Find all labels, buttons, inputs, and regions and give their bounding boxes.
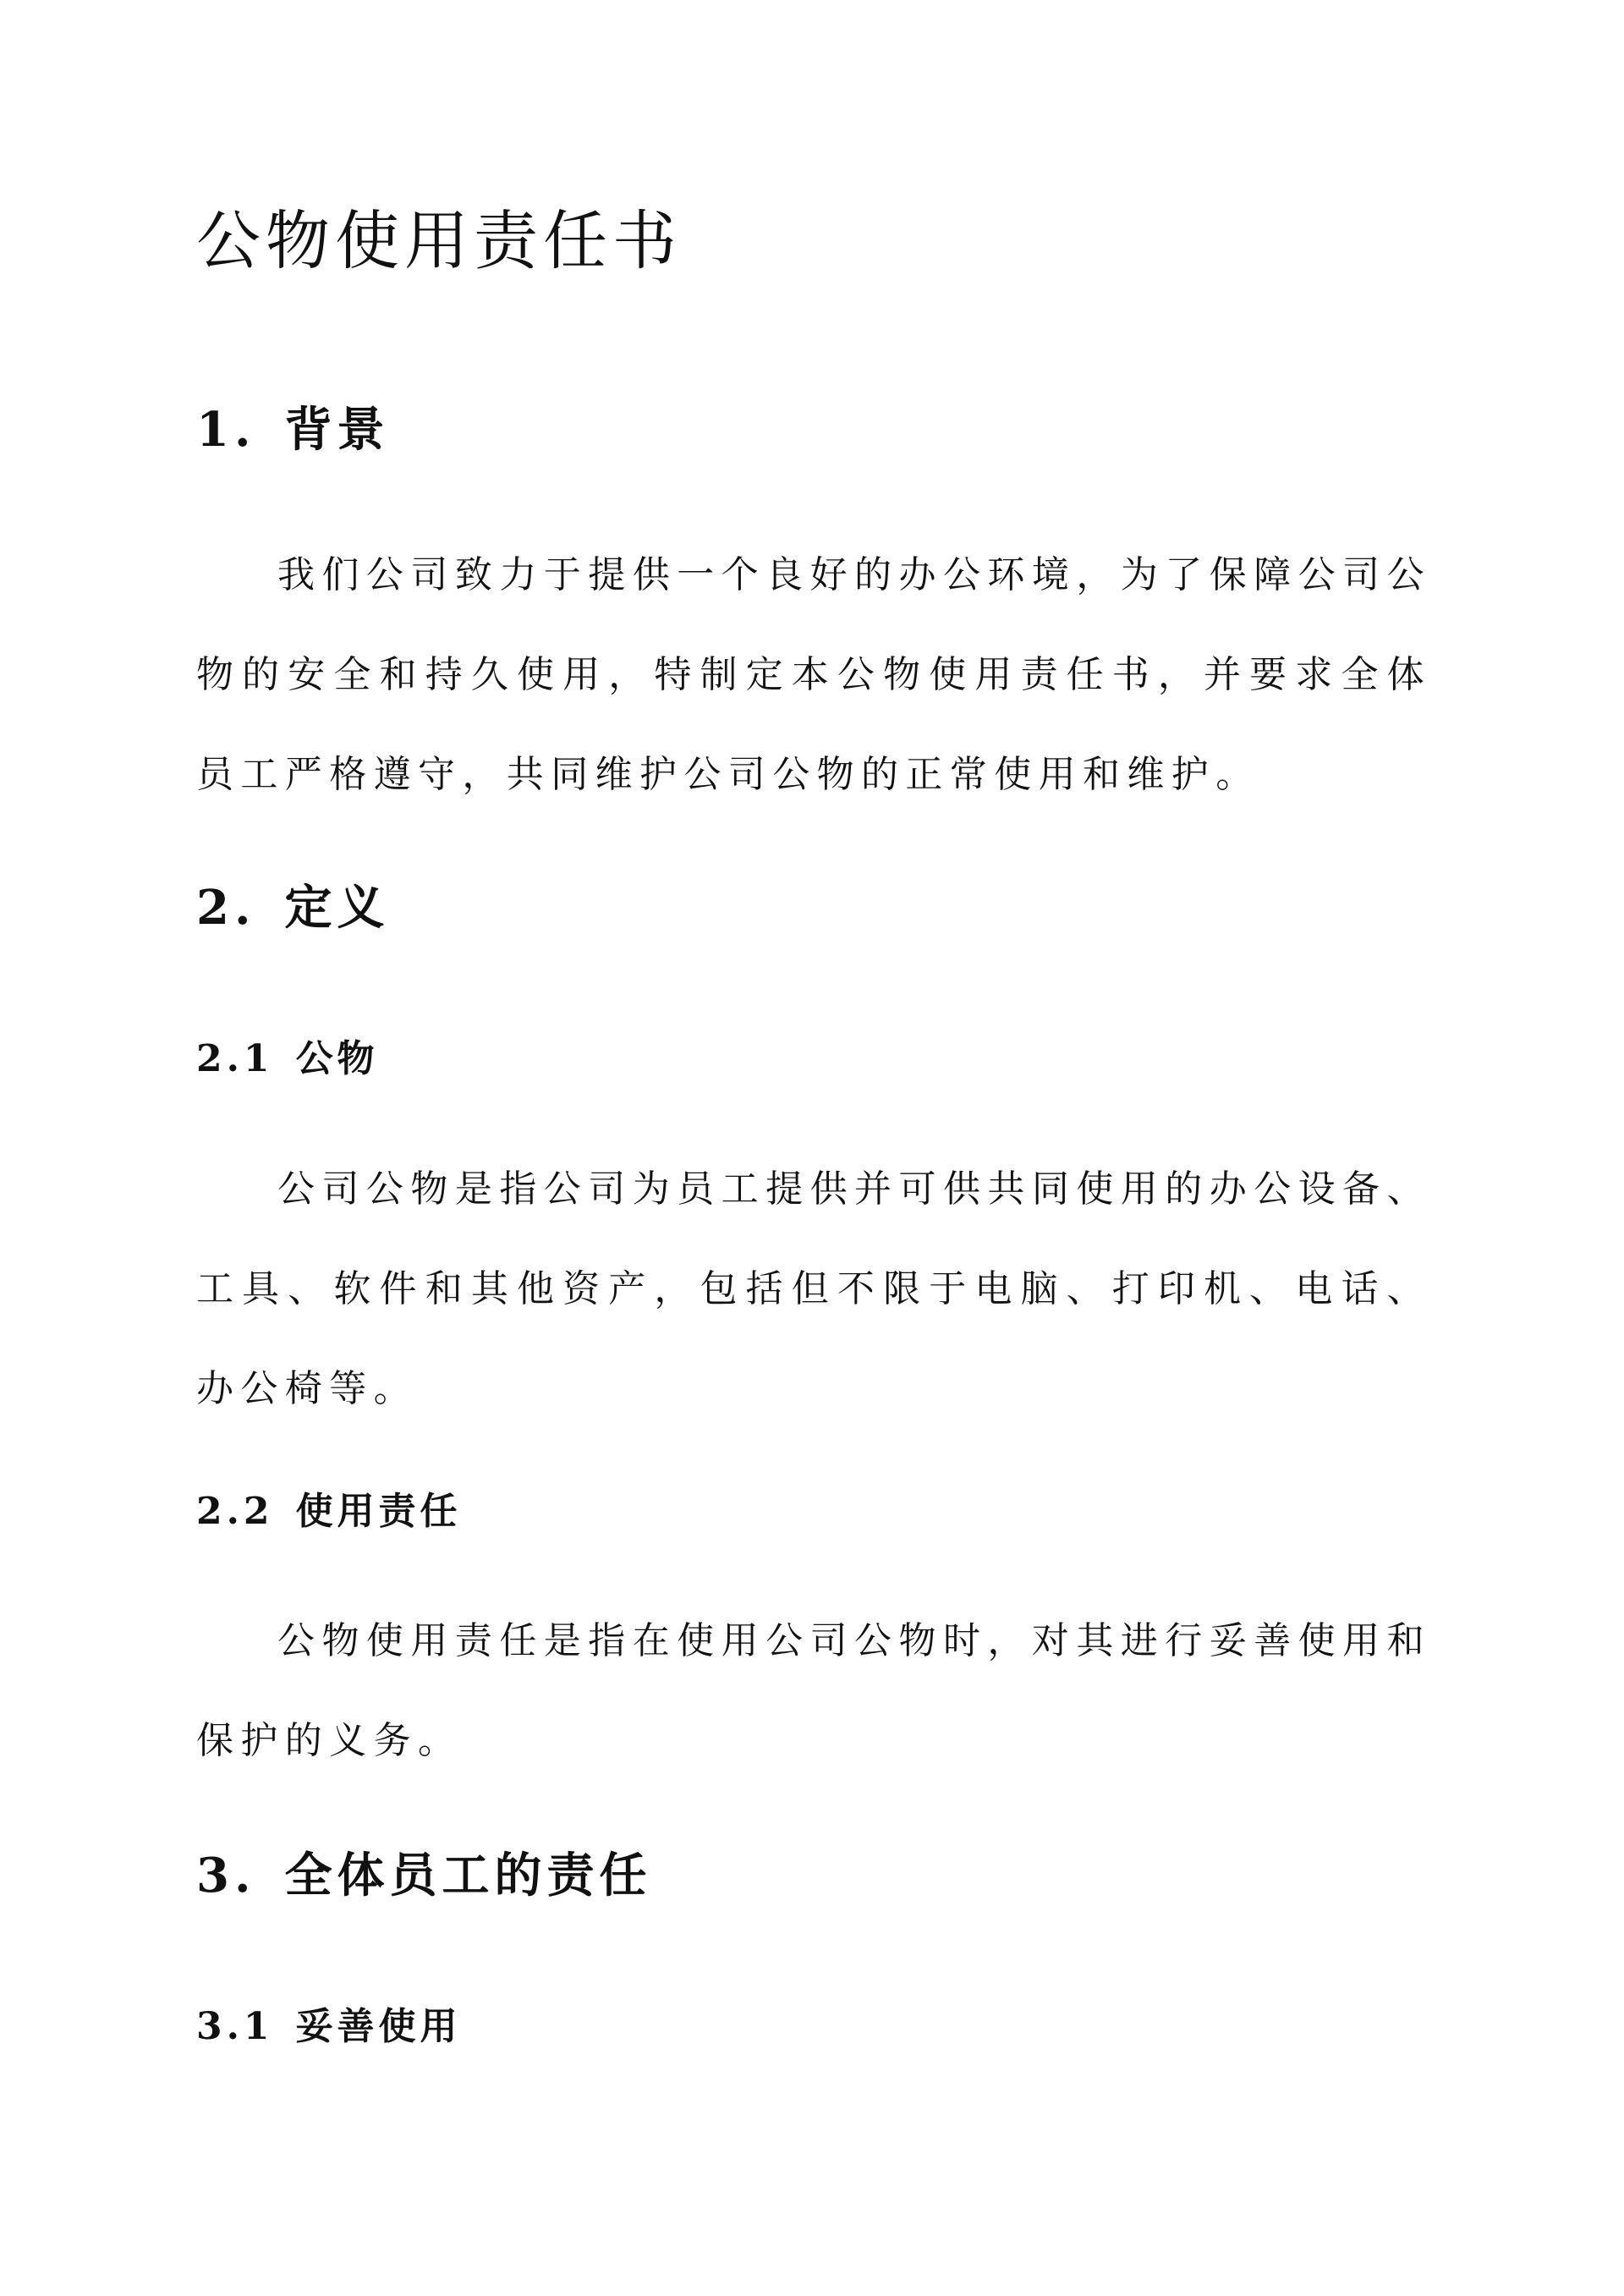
section-title: 背景	[284, 402, 390, 458]
subsection-title: 妥善使用	[295, 2005, 462, 2048]
section-heading-background	[196, 396, 389, 464]
subsection-heading-public-property	[196, 1034, 379, 1085]
section-title: 定义	[284, 880, 390, 936]
subsection-title: 使用责任	[295, 1490, 462, 1533]
subsection-number: 3.1	[196, 2005, 274, 2048]
section-number: 2.	[196, 880, 256, 936]
section-heading-employee-responsibility	[196, 1842, 651, 1909]
section-title: 全体员工的责任	[284, 1848, 652, 1903]
subsection-number: 2.2	[196, 1490, 274, 1533]
section-number: 3.	[196, 1848, 256, 1903]
paragraph-public-property: 公司公物是指公司为员工提供并可供共同使用的办公设备、工具、软件和其他资产，包括但不限于电脑、打印机、电话、办公椅等。	[196, 1167, 1431, 1410]
subsection-number: 2.1	[196, 1037, 274, 1080]
paragraph-usage-responsibility: 公物使用责任是指在使用公司公物时，对其进行妥善使用和保护的义务。	[196, 1619, 1431, 1762]
section-number: 1.	[196, 402, 256, 458]
section-heading-definition	[196, 874, 389, 942]
subsection-heading-usage-responsibility	[196, 1486, 462, 1537]
document-title: 公物使用责任书	[196, 203, 682, 278]
paragraph-background: 我们公司致力于提供一个良好的办公环境，为了保障公司公物的安全和持久使用，特制定本公物使用责任书，并要求全体员工严格遵守，共同维护公司公物的正常使用和维护。	[196, 553, 1431, 796]
subsection-title: 公物	[295, 1037, 379, 1080]
subsection-heading-proper-use	[196, 2002, 462, 2052]
